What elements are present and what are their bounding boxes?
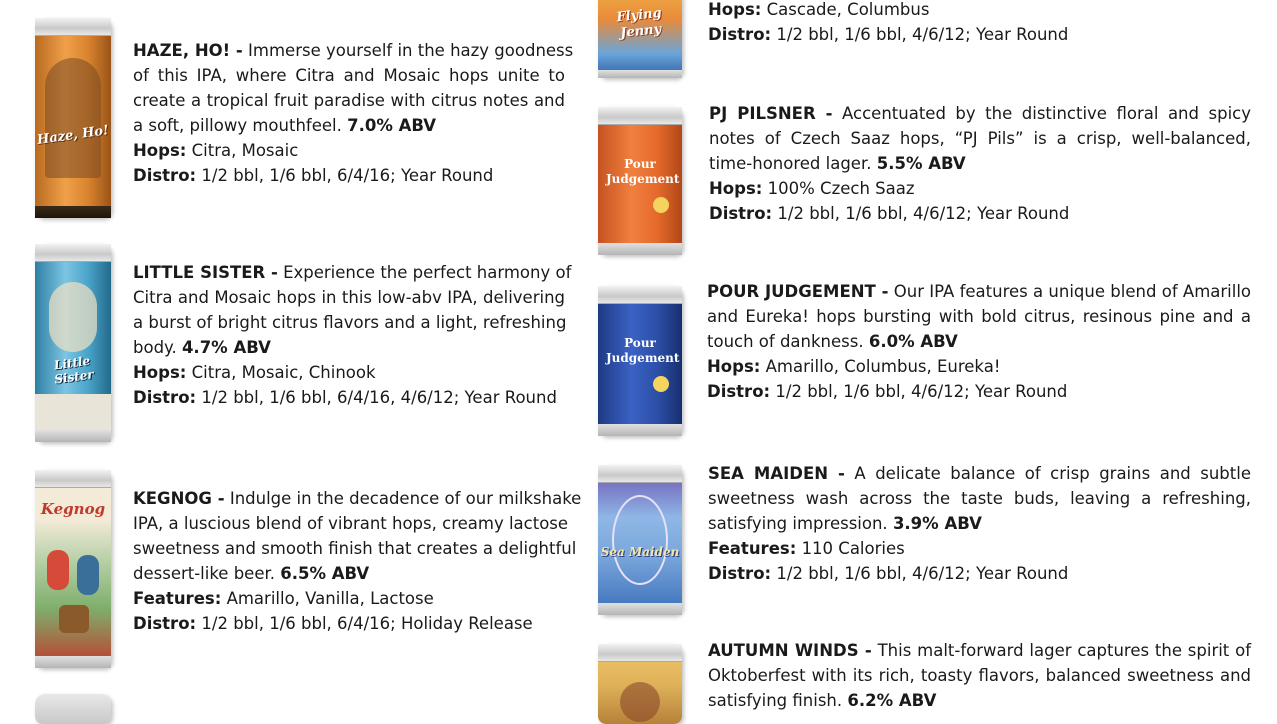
sea-maiden-name: SEA MAIDEN - [708,464,845,483]
flying-jenny-distro-label: Distro: [708,25,772,44]
pour-judgement-hops-label: Hops: [707,357,761,376]
little-sister-desc-line: Experience the perfect harmony of [283,263,572,282]
kegnog-features: Amarillo, Vanilla, Lactose [226,589,434,608]
pj-pilsner-can-label: Pour Judgement [606,157,680,186]
pour-judgement-desc-line: touch of dankness. [707,332,864,351]
autumn-winds-abv: 6.2% ABV [847,691,937,710]
kegnog-features-label: Features: [133,589,222,608]
sea-maiden-desc-line: A delicate balance of crisp grains and subtle [854,464,1251,483]
kegnog-entry [133,486,582,636]
little-sister-distro-label: Distro: [133,388,197,407]
pour-judgement-distro: 1/2 bbl, 1/6 bbl, 4/6/12; Year Round [775,382,1068,401]
haze-ho-desc-line: of this IPA, where Citra and Mosaic hops unite to [133,66,565,85]
kegnog-desc-line: dessert-like beer. [133,564,275,583]
flying-jenny-can-label: Flying Jenny [615,5,663,42]
haze-ho-desc-line: a soft, pillowy mouthfeel. [133,116,342,135]
next-can-image [35,694,111,724]
sea-maiden-distro-label: Distro: [708,564,772,583]
sea-maiden-features-label: Features: [708,539,797,558]
little-sister-distro: 1/2 bbl, 1/6 bbl, 6/4/16, 4/6/12; Year Round [201,388,557,407]
pour-judgement-distro-label: Distro: [707,382,771,401]
pour-judgement-can-image [598,286,682,436]
flying-jenny-hops: Cascade, Columbus [766,0,930,19]
flying-jenny-entry [708,0,1253,47]
autumn-winds-entry [708,638,1251,713]
kegnog-name: KEGNOG - [133,489,225,508]
little-sister-abv: 4.7% ABV [181,338,271,357]
autumn-winds-name: AUTUMN WINDS - [708,641,872,660]
haze-ho-can-image [35,18,111,218]
kegnog-can-image [35,470,111,668]
little-sister-hops-label: Hops: [133,363,187,382]
pour-judgement-can-label: Pour Judgement [606,336,680,365]
pj-pilsner-abv: 5.5% ABV [876,154,966,173]
pj-pilsner-name: PJ PILSNER - [709,104,833,123]
pj-pilsner-distro-label: Distro: [709,204,773,223]
pour-judgement-hops: Amarillo, Columbus, Eureka! [765,357,1001,376]
pj-pilsner-hops: 100% Czech Saaz [767,179,915,198]
pj-pilsner-desc-line: time-honored lager. [709,154,872,173]
haze-ho-hops-label: Hops: [133,141,187,160]
haze-ho-entry [133,38,574,188]
haze-ho-desc-line: Immerse yourself in the hazy goodness [248,41,574,60]
pour-judgement-abv: 6.0% ABV [868,332,958,351]
haze-ho-distro: 1/2 bbl, 1/6 bbl, 6/4/16; Year Round [201,166,494,185]
sea-maiden-can-image [598,465,682,615]
kegnog-desc-line: IPA, a luscious blend of vibrant hops, creamy lactose [133,514,569,533]
little-sister-desc-line: Citra and Mosaic hops in this low-abv IPA, delivering [133,288,565,307]
sea-maiden-distro: 1/2 bbl, 1/6 bbl, 4/6/12; Year Round [776,564,1069,583]
kegnog-distro-label: Distro: [133,614,197,633]
pj-pilsner-distro: 1/2 bbl, 1/6 bbl, 4/6/12; Year Round [777,204,1070,223]
pour-judgement-entry [707,279,1251,404]
autumn-winds-can-image [598,644,682,724]
sea-maiden-features: 110 Calories [801,539,905,558]
little-sister-hops: Citra, Mosaic, Chinook [191,363,376,382]
autumn-winds-desc-line: This malt-forward lager captures the spirit of [877,641,1252,660]
haze-ho-hops: Citra, Mosaic [191,141,299,160]
kegnog-abv: 6.5% ABV [280,564,370,583]
autumn-winds-desc-line: satisfying finish. [708,691,843,710]
pour-judgement-desc-line: Our IPA features a unique blend of Amarillo [893,282,1252,301]
little-sister-can-image [35,244,111,442]
pj-pilsner-entry [709,101,1251,226]
sea-maiden-entry [708,461,1251,586]
kegnog-can-label: Kegnog [40,500,106,518]
kegnog-distro: 1/2 bbl, 1/6 bbl, 6/4/16; Holiday Release [201,614,533,633]
pj-pilsner-hops-label: Hops: [709,179,763,198]
flying-jenny-distro: 1/2 bbl, 1/6 bbl, 4/6/12; Year Round [776,25,1069,44]
pj-pilsner-desc-line: Accentuated by the distinctive floral and spicy [842,104,1251,123]
sea-maiden-can-label: Sea Maiden [600,545,680,559]
haze-ho-name: HAZE, HO! - [133,41,243,60]
kegnog-desc-line: sweetness and smooth finish that creates a delightful [133,539,577,558]
little-sister-desc-line: body. [133,338,177,357]
pour-judgement-desc-line: and Eureka! hops bursting with bold citrus, resinous pine and a [707,307,1251,326]
sea-maiden-desc-line: satisfying impression. [708,514,888,533]
haze-ho-desc-line: create a tropical fruit paradise with citrus notes and [133,91,565,110]
haze-ho-abv: 7.0% ABV [347,116,437,135]
flying-jenny-hops-label: Hops: [708,0,762,19]
little-sister-name: LITTLE SISTER - [133,263,278,282]
autumn-winds-desc-line: Oktoberfest with its rich, toasty flavors, balanced sweetness and [708,666,1251,685]
little-sister-desc-line: a burst of bright citrus flavors and a light, refreshing [133,313,567,332]
haze-ho-can-label: Haze, Ho! [36,123,110,148]
pour-judgement-name: POUR JUDGEMENT - [707,282,889,301]
haze-ho-distro-label: Distro: [133,166,197,185]
little-sister-can-label: Little Sister [53,353,95,387]
sea-maiden-abv: 3.9% ABV [892,514,982,533]
pj-pilsner-can-image [598,107,682,255]
kegnog-desc-line: Indulge in the decadence of our milkshake [229,489,582,508]
flying-jenny-can-image [598,0,682,78]
pj-pilsner-desc-line: notes of Czech Saaz hops, “PJ Pils” is a crisp, well-balanced, [709,129,1251,148]
little-sister-entry [133,260,572,410]
sea-maiden-desc-line: sweetness wash across the taste buds, leaving a refreshing, [708,489,1251,508]
